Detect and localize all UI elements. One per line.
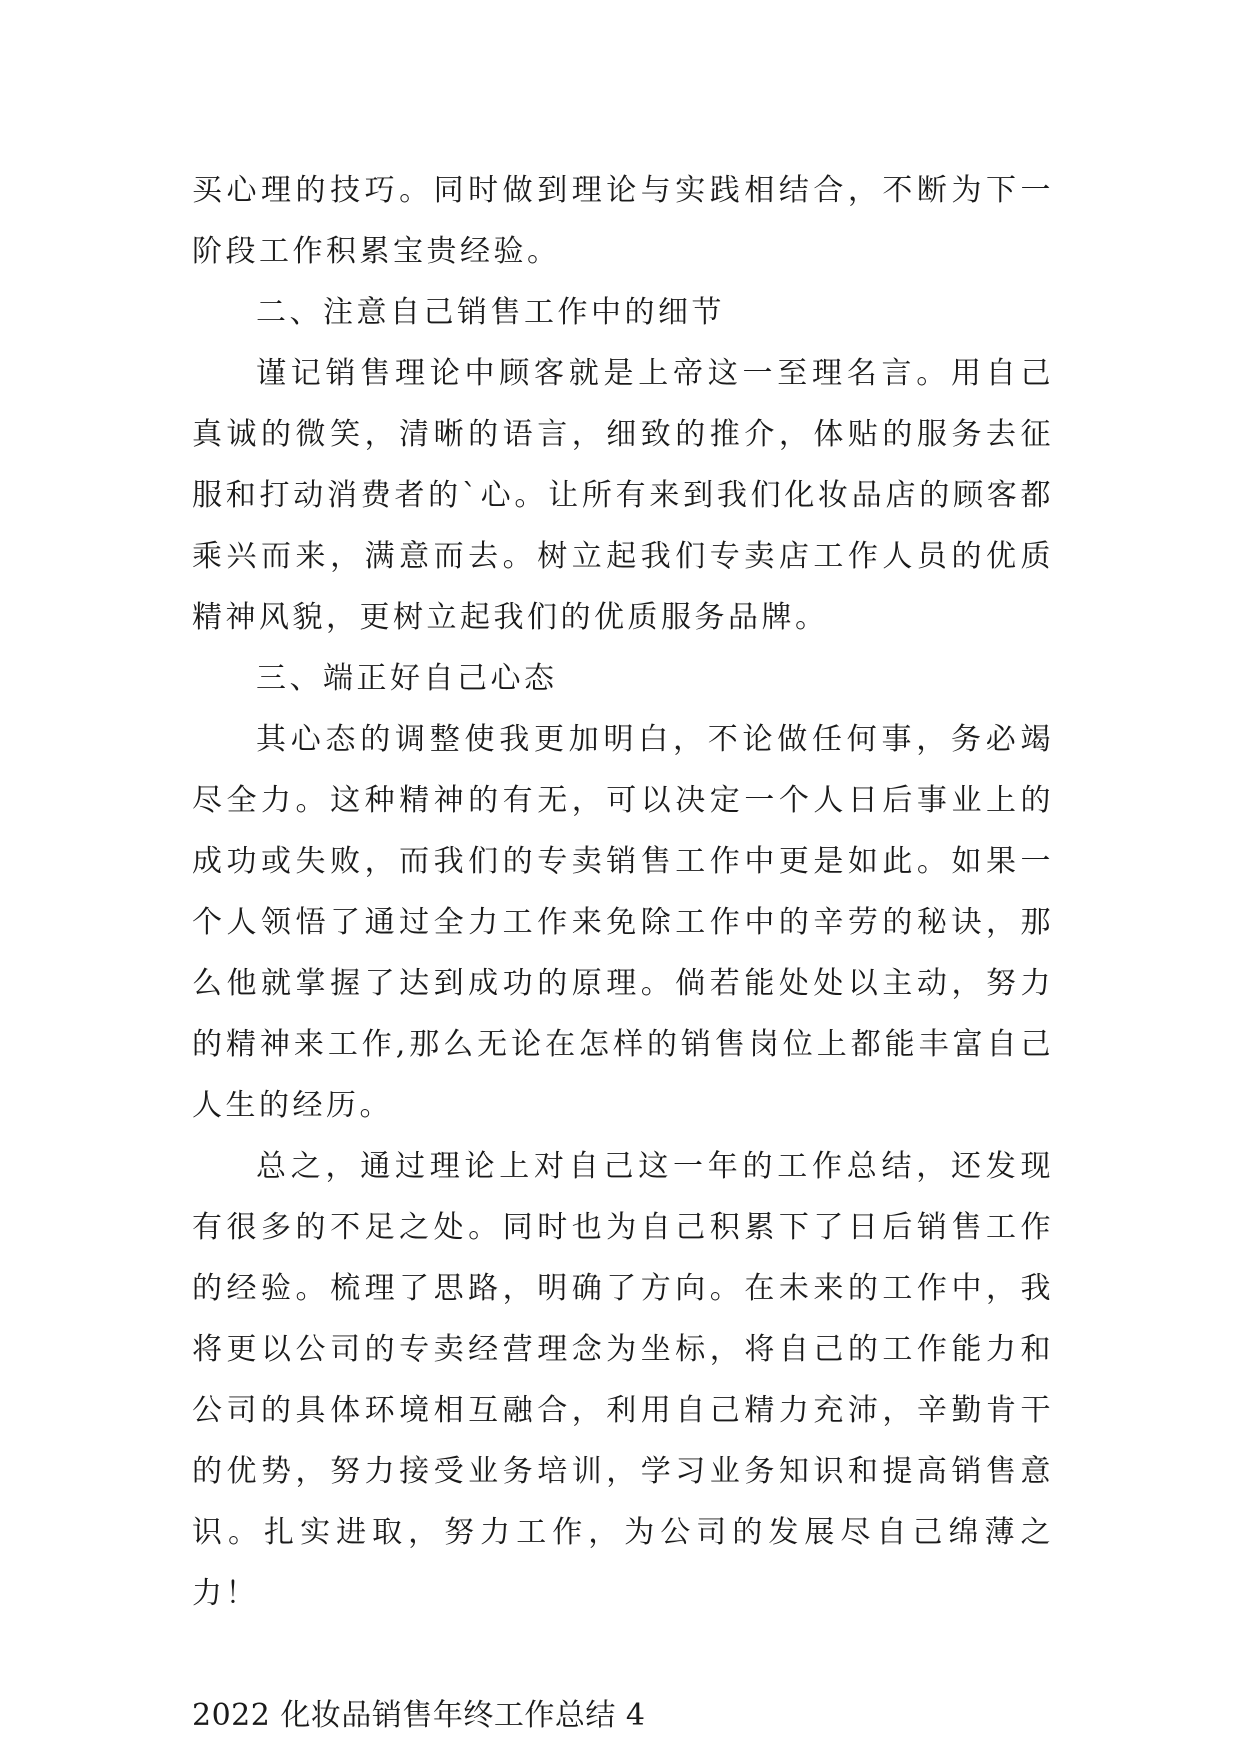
paragraph-conclusion: 总之，通过理论上对自己这一年的工作总结，还发现有很多的不足之处。同时也为自己积累下了日后销售工作的经验。梳理了思路，明确了方向。在未来的工作中，我将更以公司的专卖经营理念为坐标，将自己的工作能力和公司的具体环境相互融合，利用自己精力充沛，辛勤肯干的优势，努力接受业务培训，学习业务知识和提高销售意识。扎实进取，努力工作，为公司的发展尽自己绵薄之力！ xyxy=(192,1149,1054,1611)
next-document-title: 2022 化妆品销售年终工作总结 4 xyxy=(192,1698,646,1733)
document-body xyxy=(192,160,1054,1746)
blank-line xyxy=(192,1624,1054,1685)
paragraph-continuation: 买心理的技巧。同时做到理论与实践相结合，不断为下一阶段工作积累宝贵经验。 xyxy=(192,173,1054,269)
section-heading-2: 二、注意自己销售工作中的细节 xyxy=(256,295,725,330)
paragraph-mindset: 其心态的调整使我更加明白，不论做任何事，务必竭尽全力。这种精神的有无，可以决定一个人日后事业上的成功或失败，而我们的专卖销售工作中更是如此。如果一个人领悟了通过全力工作来免除工作中的辛劳的秘诀，那么他就掌握了达到成功的原理。倘若能处处以主动，努力的精神来工作,那么无论在怎样的销售岗位上都能丰富自己人生的经历。 xyxy=(192,722,1054,1123)
paragraph-details: 谨记销售理论中顾客就是上帝这一至理名言。用自己真诚的微笑，清晰的语言，细致的推介，体贴的服务去征服和打动消费者的`心。让所有来到我们化妆品店的顾客都乘兴而来，满意而去。树立起我们专卖店工作人员的优质精神风貌，更树立起我们的优质服务品牌。 xyxy=(192,356,1054,635)
section-heading-3: 三、端正好自己心态 xyxy=(256,661,558,696)
